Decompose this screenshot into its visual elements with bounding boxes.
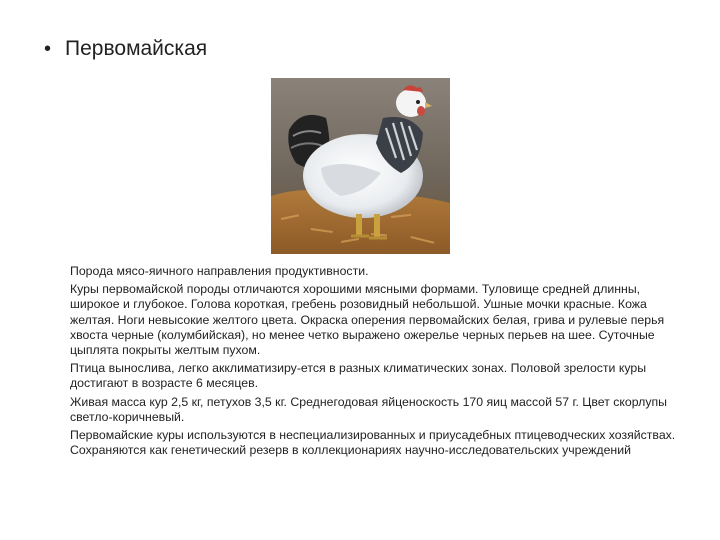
paragraph-3: Птица вынослива, легко акклиматизиру-ется в разных климатических зонах. Половой зрелости куры достигают в возрасте 6 месяцев.: [70, 361, 647, 391]
paragraph-4: Живая масса кур 2,5 кг, петухов 3,5 кг. Среднегодовая яйценоскость 170 яиц массой 57 г. Цвет скорлупы светло-коричневый.: [70, 394, 667, 424]
paragraph-5: Первомайские куры используются в неспециализированных и приусадебных птицеводческих хозяйствах. Сохраняются как генетический резерв в коллекционариях научно-исследовательских учреждений: [70, 428, 676, 458]
bullet-icon: •: [44, 38, 52, 60]
chicken-photo: [271, 78, 450, 254]
title-row: [44, 37, 207, 61]
chicken-photo-icon: [271, 78, 450, 254]
paragraph-1: Порода мясо-яичного направления продуктивности.: [70, 264, 369, 278]
paragraph-2: Куры первомайской породы отличаются хорошими мясными формами. Туловище средней длинны, широкое и глубокое. Голова короткая, гребень розовидный небольшой. Ушные мочки красные. Кожа желтая. Ноги невысокие желтого цвета. Окраска оперения первомайских белая, грива и рулевые перья хвоста черные (колумбийская), но менее четко выражено ожерелье черных перьев на шее. Суточные цыплята покрыты желтым пухом.: [70, 282, 665, 358]
description: [70, 264, 684, 461]
slide-title: Первомайская: [65, 37, 208, 60]
